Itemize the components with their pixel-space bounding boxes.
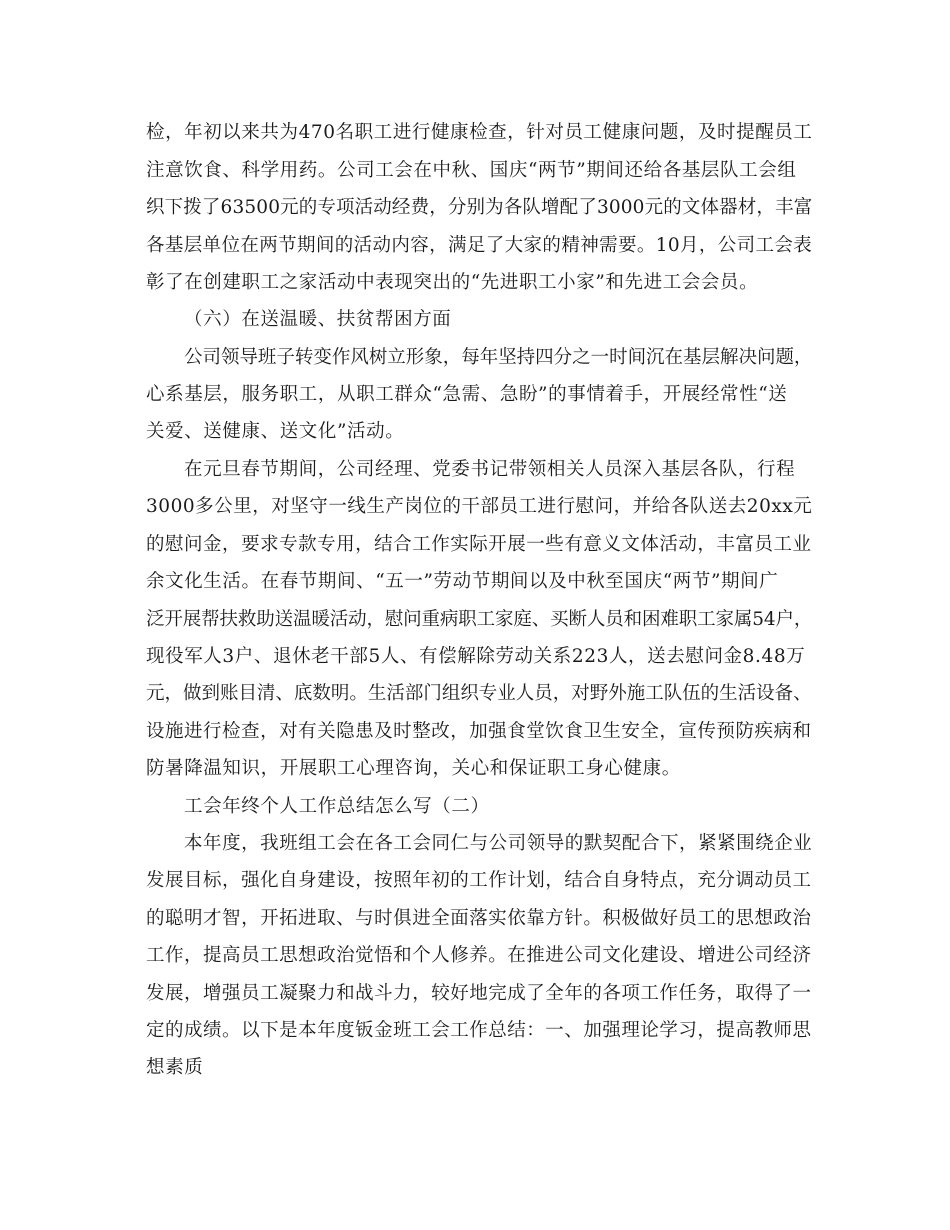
text-line: 在元旦春节期间，公司经理、党委书记带领相关人员深入基层各队，行程 xyxy=(184,459,796,480)
text-line: 防暑降温知识，开展职工心理咨询，关心和保证职工身心健康。 xyxy=(146,758,681,779)
text-line: 的聪明才智，开拓进取、与时俱进全面落实依靠方针。积极做好员工的思想政治 xyxy=(146,908,812,929)
text-line: 心系基层，服务职工，从职工群众“急需、急盼”的事情着手，开展经常性“送 xyxy=(146,384,788,405)
text-line: 本年度，我班组工会在各工会同仁与公司领导的默契配合下，紧紧围绕企业 xyxy=(184,833,813,854)
text-line: 余文化生活。在春节期间、“五一”劳动节期间以及中秋至国庆“两节”期间广 xyxy=(146,571,779,592)
section-heading: 工会年终个人工作总结怎么写（二） xyxy=(184,796,490,817)
text-line: 现役军人3户、退休老干部5人、有偿解除劳动关系223人，送去慰问金8.48万 xyxy=(146,646,806,667)
text-line: 的慰问金，要求专款专用，结合工作实际开展一些有意义文体活动，丰富员工业 xyxy=(146,534,812,555)
text-line: 关爱、送健康、送文化”活动。 xyxy=(146,421,405,442)
text-line: 设施进行检查，对有关隐患及时整改，加强食堂饮食卫生安全，宣传预防疾病和 xyxy=(146,721,812,742)
text-line: 工作，提高员工思想政治觉悟和个人修养。在推进公司文化建设、增进公司经济 xyxy=(146,945,812,966)
text-line: 检，年初以来共为470名职工进行健康检查，针对员工健康问题，及时提醒员工 xyxy=(146,122,813,143)
text-line: 想素质 xyxy=(146,1057,204,1078)
text-line: 彰了在创建职工之家活动中表现突出的“先进职工小家”和先进工会会员。 xyxy=(146,272,759,293)
text-line: 定的成绩。以下是本年度钣金班工会工作总结：一、加强理论学习，提高教师思 xyxy=(146,1020,812,1041)
text-line: 公司领导班子转变作风树立形象，每年坚持四分之一时间沉在基层解决问题， xyxy=(184,347,813,368)
text-line: 3000多公里，对坚守一线生产岗位的干部员工进行慰问，并给各队送去20xx元 xyxy=(146,496,813,517)
text-line: 泛开展帮扶救助送温暖活动，慰问重病职工家庭、买断人员和困难职工家属54户， xyxy=(146,609,813,630)
text-line: 发展目标，强化自身建设，按照年初的工作计划，结合自身特点，充分调动员工 xyxy=(146,870,812,891)
section-heading: （六）在送温暖、扶贫帮困方面 xyxy=(184,309,452,330)
text-line: 发展，增强员工凝聚力和战斗力，较好地完成了全年的各项工作任务，取得了一 xyxy=(146,983,812,1004)
text-line: 注意饮食、科学用药。公司工会在中秋、国庆“两节”期间还给各基层队工会组 xyxy=(146,160,797,181)
text-line: 元，做到账目清、底数明。生活部门组织专业人员，对野外施工队伍的生活设备、 xyxy=(146,683,812,704)
text-line: 各基层单位在两节期间的活动内容，满足了大家的精神需要。10月，公司工会表 xyxy=(146,235,813,256)
text-line: 织下拨了63500元的专项活动经费，分别为各队增配了3000元的文体器材，丰富 xyxy=(146,197,813,218)
